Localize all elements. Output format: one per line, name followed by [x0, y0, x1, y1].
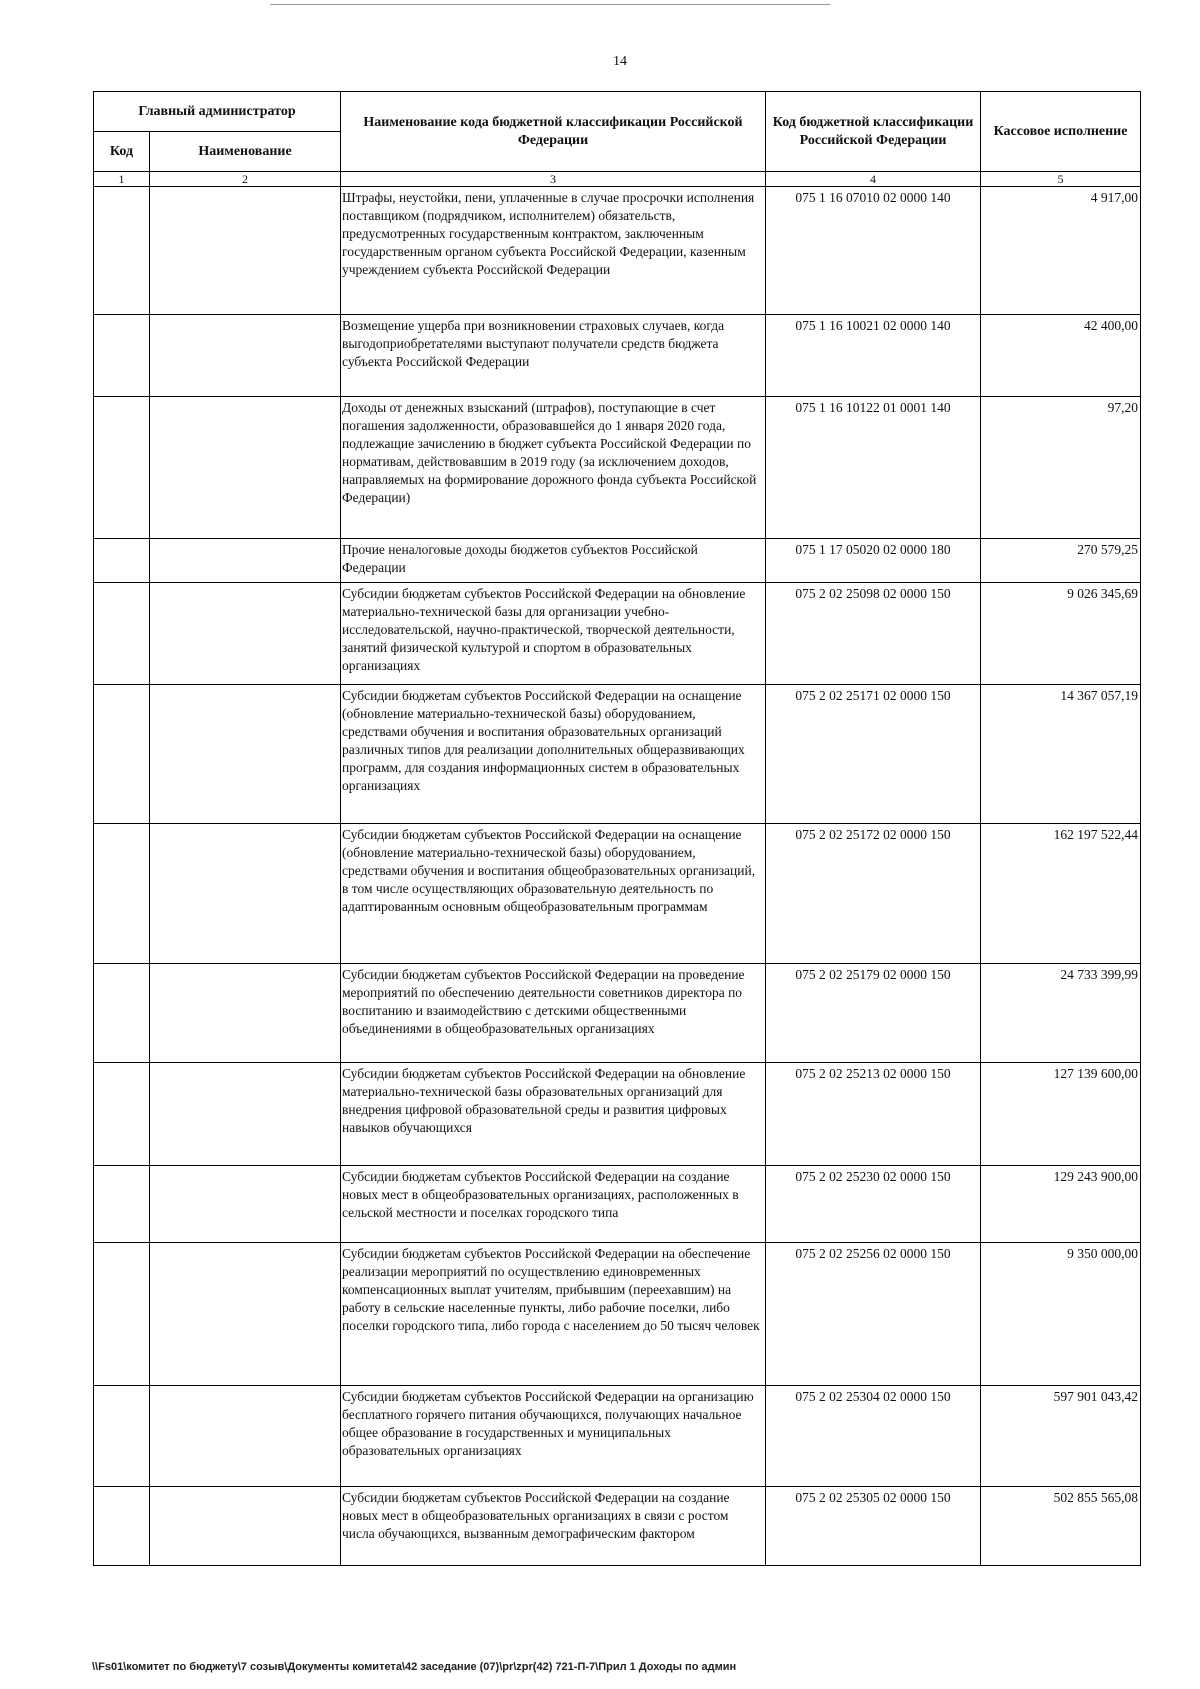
kbk-code-cell: 075 2 02 25172 02 0000 150: [766, 824, 981, 964]
admin-code-cell: [94, 539, 150, 583]
admin-code-cell: [94, 583, 150, 685]
amount-cell: 270 579,25: [981, 539, 1141, 583]
page-number: 14: [613, 54, 627, 69]
table-row: [94, 397, 1141, 539]
admin-code-cell: [94, 685, 150, 824]
amount-cell: 127 139 600,00: [981, 1063, 1141, 1166]
amount-cell: 9 026 345,69: [981, 583, 1141, 685]
column-number: 1: [94, 172, 150, 187]
admin-name-cell: [150, 397, 341, 539]
admin-code-cell: [94, 187, 150, 315]
admin-code-cell: [94, 1386, 150, 1487]
amount-cell: 4 917,00: [981, 187, 1141, 315]
column-number: 4: [766, 172, 981, 187]
kbk-code-cell: 075 2 02 25230 02 0000 150: [766, 1166, 981, 1243]
table-row: [94, 315, 1141, 397]
kbk-name-cell: Субсидии бюджетам субъектов Российской Федерации на проведение мероприятий по обеспечению деятельности советников директора по воспитанию и взаимодействию с детскими общественными объединениями в общеобразовательных организациях: [341, 964, 766, 1063]
kbk-name-cell: Субсидии бюджетам субъектов Российской Федерации на оснащение (обновление материально-технической базы) оборудованием, средствами обучения и воспитания образовательных организаций различных типов для реализации дополнительных общеразвивающих программ, для создания информационных систем в образовательных организациях: [341, 685, 766, 824]
kbk-name-cell: Штрафы, неустойки, пени, уплаченные в случае просрочки исполнения поставщиком (подрядчиком, исполнителем) обязательств, предусмотренных государственным контрактом, заключенным государственным органом субъекта Российской Федерации, казенным учреждением субъекта Российской Федерации: [341, 187, 766, 315]
amount-cell: 42 400,00: [981, 315, 1141, 397]
admin-code-cell: [94, 315, 150, 397]
amount-cell: 162 197 522,44: [981, 824, 1141, 964]
amount-cell: 129 243 900,00: [981, 1166, 1141, 1243]
admin-name-cell: [150, 583, 341, 685]
kbk-code-header: Код бюджетной классификации Российской Федерации: [766, 92, 981, 172]
kbk-code-cell: 075 2 02 25256 02 0000 150: [766, 1243, 981, 1386]
column-number: 3: [341, 172, 766, 187]
kbk-name-cell: Субсидии бюджетам субъектов Российской Федерации на создание новых мест в общеобразовательных организациях, расположенных в сельской местности и поселках городского типа: [341, 1166, 766, 1243]
table-row: [94, 1386, 1141, 1487]
amount-cell: 97,20: [981, 397, 1141, 539]
table-row: [94, 964, 1141, 1063]
kbk-code-cell: 075 2 02 25171 02 0000 150: [766, 685, 981, 824]
table-row: [94, 187, 1141, 315]
column-number: 5: [981, 172, 1141, 187]
kbk-code-cell: 075 2 02 25213 02 0000 150: [766, 1063, 981, 1166]
kbk-code-cell: 075 1 17 05020 02 0000 180: [766, 539, 981, 583]
admin-code-cell: [94, 824, 150, 964]
kbk-code-cell: 075 1 16 10122 01 0001 140: [766, 397, 981, 539]
admin-name-cell: [150, 824, 341, 964]
kbk-name-cell: Субсидии бюджетам субъектов Российской Федерации на обеспечение реализации мероприятий по осуществлению единовременных компенсационных выплат учителям, прибывшим (переехавшим) на работу в сельские населенные пункты, либо рабочие поселки, либо поселки городского типа, либо города с населением до 50 тысяч человек: [341, 1243, 766, 1386]
amount-cell: 9 350 000,00: [981, 1243, 1141, 1386]
amount-cell: 597 901 043,42: [981, 1386, 1141, 1487]
admin-code-cell: [94, 397, 150, 539]
table-row: [94, 1243, 1141, 1386]
admin-code-cell: [94, 1243, 150, 1386]
revenue-table: [93, 91, 1141, 1566]
admin-name-cell: [150, 315, 341, 397]
admin-name-cell: [150, 1243, 341, 1386]
table-row: [94, 583, 1141, 685]
admin-name-cell: [150, 1063, 341, 1166]
amount-cell: 24 733 399,99: [981, 964, 1141, 1063]
kbk-code-cell: 075 1 16 07010 02 0000 140: [766, 187, 981, 315]
admin-code-cell: [94, 1063, 150, 1166]
kbk-code-cell: 075 2 02 25179 02 0000 150: [766, 964, 981, 1063]
admin-name-cell: [150, 1386, 341, 1487]
main-admin-header: Главный администратор: [94, 92, 341, 132]
kbk-code-cell: 075 2 02 25305 02 0000 150: [766, 1487, 981, 1566]
table-row: [94, 1166, 1141, 1243]
table-row: [94, 824, 1141, 964]
admin-code-cell: [94, 1487, 150, 1566]
kbk-name-header: Наименование кода бюджетной классификации Российской Федерации: [341, 92, 766, 172]
code-header: Код: [94, 132, 150, 172]
kbk-name-cell: Субсидии бюджетам субъектов Российской Федерации на организацию бесплатного горячего питания обучающихся, получающих начальное общее образование в государственных и муниципальных образовательных организациях: [341, 1386, 766, 1487]
admin-name-cell: [150, 539, 341, 583]
column-number: 2: [150, 172, 341, 187]
table-row: [94, 1487, 1141, 1566]
table-row: [94, 685, 1141, 824]
kbk-name-cell: Субсидии бюджетам субъектов Российской Федерации на создание новых мест в общеобразовательных организациях в связи с ростом числа обучающихся, вызванным демографическим фактором: [341, 1487, 766, 1566]
kbk-name-cell: Прочие неналоговые доходы бюджетов субъектов Российской Федерации: [341, 539, 766, 583]
amount-cell: 502 855 565,08: [981, 1487, 1141, 1566]
kbk-code-cell: 075 2 02 25304 02 0000 150: [766, 1386, 981, 1487]
execution-header: Кассовое исполнение: [981, 92, 1141, 172]
scan-edge-line: [270, 4, 830, 5]
admin-name-cell: [150, 685, 341, 824]
table-row: [94, 1063, 1141, 1166]
kbk-name-cell: Возмещение ущерба при возникновении страховых случаев, когда выгодоприобретателями выступают получатели средств бюджета субъекта Российской Федерации: [341, 315, 766, 397]
amount-cell: 14 367 057,19: [981, 685, 1141, 824]
footer-file-path: \\Fs01\комитет по бюджету\7 созыв\Документы комитета\42 заседание (07)\pr\zpr(42) 721-П-7\Прил 1 Доходы по админ: [92, 1661, 737, 1673]
admin-code-cell: [94, 1166, 150, 1243]
admin-name-cell: [150, 964, 341, 1063]
kbk-name-cell: Субсидии бюджетам субъектов Российской Федерации на обновление материально-технической базы образовательных организаций для внедрения цифровой образовательной среды и развития цифровых навыков обучающихся: [341, 1063, 766, 1166]
admin-code-cell: [94, 964, 150, 1063]
kbk-code-cell: 075 1 16 10021 02 0000 140: [766, 315, 981, 397]
kbk-name-cell: Субсидии бюджетам субъектов Российской Федерации на оснащение (обновление материально-технической базы) оборудованием, средствами обучения и воспитания общеобразовательных организаций, в том числе осуществляющих образовательную деятельность по адаптированным основным общеобразовательным программам: [341, 824, 766, 964]
kbk-name-cell: Субсидии бюджетам субъектов Российской Федерации на обновление материально-технической базы для организации учебно-исследовательской, научно-практической, творческой деятельности, занятий физической культурой и спортом в образовательных организациях: [341, 583, 766, 685]
admin-name-cell: [150, 1487, 341, 1566]
table-row: [94, 539, 1141, 583]
name-header: Наименование: [150, 132, 341, 172]
admin-name-cell: [150, 187, 341, 315]
admin-name-cell: [150, 1166, 341, 1243]
kbk-name-cell: Доходы от денежных взысканий (штрафов), поступающие в счет погашения задолженности, образовавшейся до 1 января 2020 года, подлежащие зачислению в бюджет субъекта Российской Федерации по нормативам, действовавшим в 2019 году (за исключением доходов, направляемых на формирование дорожного фонда субъекта Российской Федерации): [341, 397, 766, 539]
kbk-code-cell: 075 2 02 25098 02 0000 150: [766, 583, 981, 685]
